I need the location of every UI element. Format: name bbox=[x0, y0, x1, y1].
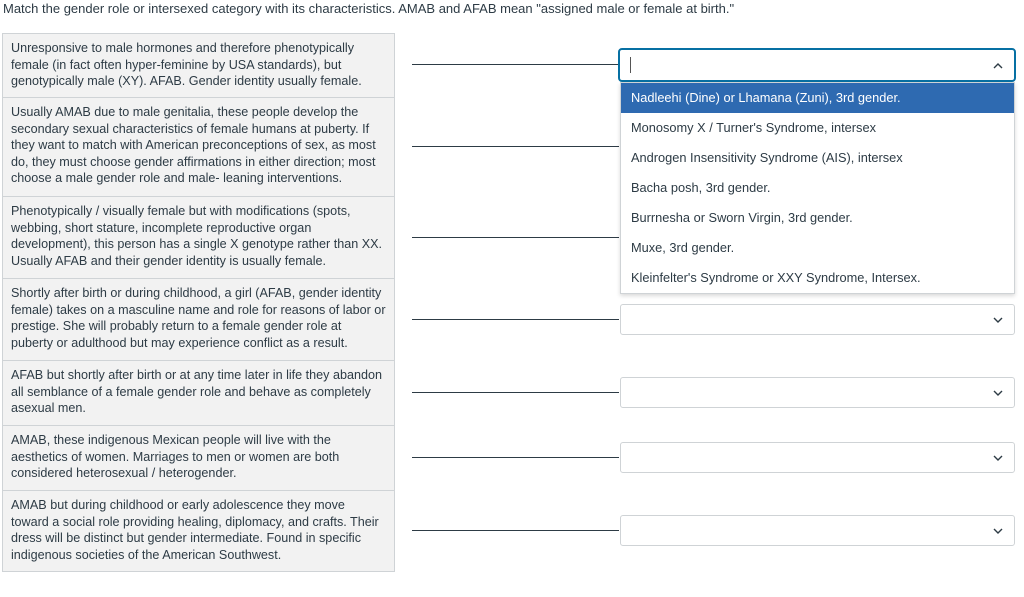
answer-select-6[interactable] bbox=[620, 442, 1015, 473]
connector-line bbox=[412, 146, 619, 147]
text-cursor bbox=[630, 57, 631, 73]
chevron-down-icon[interactable] bbox=[992, 452, 1004, 464]
connector-line bbox=[412, 319, 619, 320]
option-kleinfelter[interactable]: Kleinfelter's Syndrome or XXY Syndrome, Intersex. bbox=[631, 270, 921, 285]
option-muxe[interactable]: Muxe, 3rd gender. bbox=[631, 240, 735, 255]
connector-line bbox=[412, 64, 619, 65]
chevron-down-icon[interactable] bbox=[992, 387, 1004, 399]
option-turner-syndrome[interactable]: Monosomy X / Turner's Syndrome, intersex bbox=[631, 120, 876, 135]
answer-select-7[interactable] bbox=[620, 515, 1015, 546]
option-nadleehi[interactable]: Nadleehi (Dine) or Lhamana (Zuni), 3rd gender. bbox=[621, 83, 1014, 113]
answer-select-5[interactable] bbox=[620, 377, 1015, 408]
match-prompt-5: AFAB but shortly after birth or at any time later in life they abandon all semblance of a female gender role and behave as completely asexual men. bbox=[2, 360, 395, 426]
match-prompt-6: AMAB, these indigenous Mexican people will live with the aesthetics of women. Marriages to men or women are both considered heterosexual / heterogender. bbox=[2, 425, 395, 491]
answer-options-listbox[interactable] bbox=[620, 82, 1015, 294]
match-prompt-3: Phenotypically / visually female but with modifications (spots, webbing, short stature, incomplete reproductive organ development), this person has a single X genotype rather than XX. Usually AFAB and their gender identity is usually female. bbox=[2, 196, 395, 279]
answer-select-4[interactable] bbox=[620, 304, 1015, 335]
match-prompt-2: Usually AMAB due to male genitalia, these people develop the secondary sexual characteristics of female humans at puberty. If they want to match with American preconceptions of sex, as most do, they must choose gender affirmations in either direction; most choose a male gender role and male- leaning interventions. bbox=[2, 97, 395, 197]
option-ais[interactable]: Androgen Insensitivity Syndrome (AIS), intersex bbox=[631, 150, 903, 165]
match-prompt-1: Unresponsive to male hormones and therefore phenotypically female (in fact often hyper-feminine by USA standards), but genotypically male (XY). AFAB. Gender identity usually female. bbox=[2, 33, 395, 98]
connector-line bbox=[412, 530, 619, 531]
option-bacha-posh[interactable]: Bacha posh, 3rd gender. bbox=[631, 180, 771, 195]
connector-line bbox=[412, 392, 619, 393]
connector-line bbox=[412, 457, 619, 458]
answer-select-1[interactable] bbox=[618, 48, 1016, 82]
option-burrnesha[interactable]: Burrnesha or Sworn Virgin, 3rd gender. bbox=[631, 210, 853, 225]
connector-line bbox=[412, 237, 619, 238]
chevron-down-icon[interactable] bbox=[992, 525, 1004, 537]
match-prompt-4: Shortly after birth or during childhood, a girl (AFAB, gender identity female) takes on a masculine name and role for reasons of labor or prestige. She will probably return to a female gender role at puberty or adulthood but may experience conflict as a result. bbox=[2, 278, 395, 361]
chevron-up-icon[interactable] bbox=[992, 60, 1004, 72]
chevron-down-icon[interactable] bbox=[992, 314, 1004, 326]
match-prompt-7: AMAB but during childhood or early adolescence they move toward a social role providing healing, diplomacy, and crafts. Their dress will be distinct but gender intermediate. Found in specific indigenous societies of the American Southwest. bbox=[2, 490, 395, 572]
question-instructions: Match the gender role or intersexed category with its characteristics. AMAB and AFAB mean "assigned male or female at birth." bbox=[3, 1, 735, 16]
